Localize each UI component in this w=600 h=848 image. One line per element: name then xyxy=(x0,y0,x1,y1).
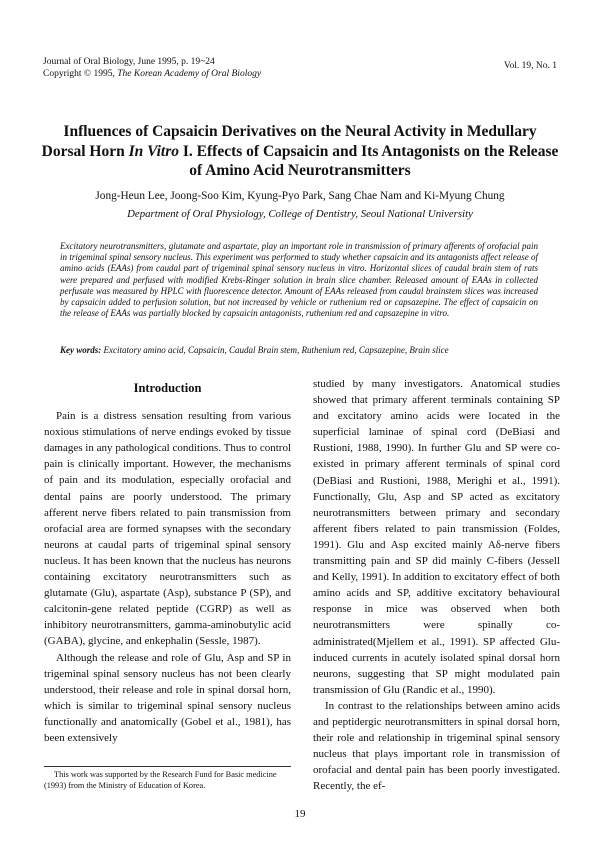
copyright-org: The Korean Academy of Oral Biology xyxy=(117,69,262,79)
journal-citation: Journal of Oral Biology, June 1995, p. 19~24 xyxy=(43,57,215,67)
abstract: Excitatory neurotransmitters, glutamate and aspartate, play an important role in transmission of primary afferents of orofacial pain in trigeminal spinal sensory nucleus. This experiment was performed to study whether capsaicin and its antagonists affect release of amino acids (EAAs) from caudal part of trigeminal spinal sensory nucleus in vitro. Horizontal slices of caudal brain stem of rats were prepared and perfused with modified Krebs-Ringer solution in brain slice chamber. Released amount of EAAs in collected perfusate was measured by HPLC with fluorescence detector. Amount of EAAs released from caudal brainstem slices was increased by capsaicin added to perfusion solution, but not increased by vehicle or ruthenium red or capsazepine. The effect of capsaicin on the release of EAAs was partially blocked by capsaicin antagonists, ruthenium red and capsazepine in vitro. xyxy=(60,241,538,319)
keywords xyxy=(60,345,538,355)
section-heading-introduction: Introduction xyxy=(133,381,202,395)
journal-header xyxy=(43,56,261,80)
title-part1: Influences of Capsaicin Derivatives on the Neural Activity in Medullary Dorsal Horn xyxy=(41,123,537,160)
author-list: Jong-Heun Lee, Joong-Soo Kim, Kyung-Pyo Park, Sang Chae Nam and Ki-Myung Chung xyxy=(95,190,505,202)
paragraph: Although the release and role of Glu, Asp and SP in trigeminal spinal sensory nucleus has not been clearly understood, their release and role in spinal dorsal horn, which is similar to trigeminal spinal sensory nucleus functionally and anatomically (Gobel et al., 1981), has been extensively xyxy=(44,651,291,744)
footnote-divider xyxy=(44,766,291,767)
page-number: 19 xyxy=(294,808,306,820)
paper-title xyxy=(40,122,560,181)
affiliation: Department of Oral Physiology, College of Dentistry, Seoul National University xyxy=(127,208,473,220)
right-column xyxy=(313,376,560,794)
left-column xyxy=(44,380,291,746)
paragraph: Pain is a distress sensation resulting from various noxious stimulations of nerve endings evoked by tissue damages in any pathological conditions. Thus to control pain is clinically important. However, the mechanisms of pain and its modulation, especially orofacial and dental pains are poorly understood. The primary afferent nerve fibers related to pain transmission from orofacial area are formed synapses with the secondary neurons at caudal parts of trigeminal spinal sensory nucleus. It has been known that the nucleus has neurons containing excitatory neurotransmitters such as glutamate (Glu), aspartate (Asp), substance P (SP), and calcitonin-gene related peptide (CGRP) as well as inhibitory neurotransmitters, gamma-aminobutylic acid (GABA), glycine, and enkephalin (Sessle, 1987). xyxy=(44,410,291,648)
title-part2: I. Effects of Capsaicin and Its Antagonists on the Release of Amino Acid Neurotransmitters xyxy=(179,142,559,179)
title-italic: In Vitro xyxy=(128,142,180,160)
copyright-line xyxy=(43,68,261,80)
keywords-label: Key words: xyxy=(60,345,102,355)
volume-info: Vol. 19, No. 1 xyxy=(503,61,557,71)
copyright-prefix: Copyright © 1995, xyxy=(43,69,118,79)
paragraph: In contrast to the relationships between amino acids and peptidergic neurotransmitters in spinal dorsal horn, their role and relationship in trigeminal spinal sensory nucleus that plays important role in transmission of orofacial and dental pain has been poorly investigated. Recently, the ef- xyxy=(313,699,560,793)
keywords-text: Excitatory amino acid, Capsaicin, Caudal Brain stem, Ruthenium red, Capsazepine, Brain slice xyxy=(101,345,449,355)
paragraph: studied by many investigators. Anatomical studies showed that primary afferent terminals containing SP and excitatory amino acids were located in the superficial laminae of spinal cord (DeBiasi and Rustioni, 1988, 1990). In further Glu and SP were co-existed in primary afferent terminals of spinal cord (DeBiasi and Rustioni, 1988, Merighi et al., 1991). Functionally, Glu, Asp and SP acted as excitatory neurotransmitters between primary and secondary afferent fibers related to pain transmission (Foldes, 1991). Glu and Asp excited mainly Aδ-nerve fibers transmitting pain and SP did mainly C-fibers (Jessell and Kelly, 1991). In addition to excitatory effect of both amino acids and SP, additive excitatory behavioural response in mice was observed when both neurotransmitters were spinally co-administrated(Mjellem et al., 1991). SP affected Glu-induced currents in acutely isolated spinal dorsal horn neurons, suggesting that SP might modulated pain transmission of Glu (Randic et al., 1990). xyxy=(313,378,560,696)
funding-footnote: This work was supported by the Research Fund for Basic medicine (1993) from the Ministry of Education of Korea. xyxy=(44,770,277,790)
